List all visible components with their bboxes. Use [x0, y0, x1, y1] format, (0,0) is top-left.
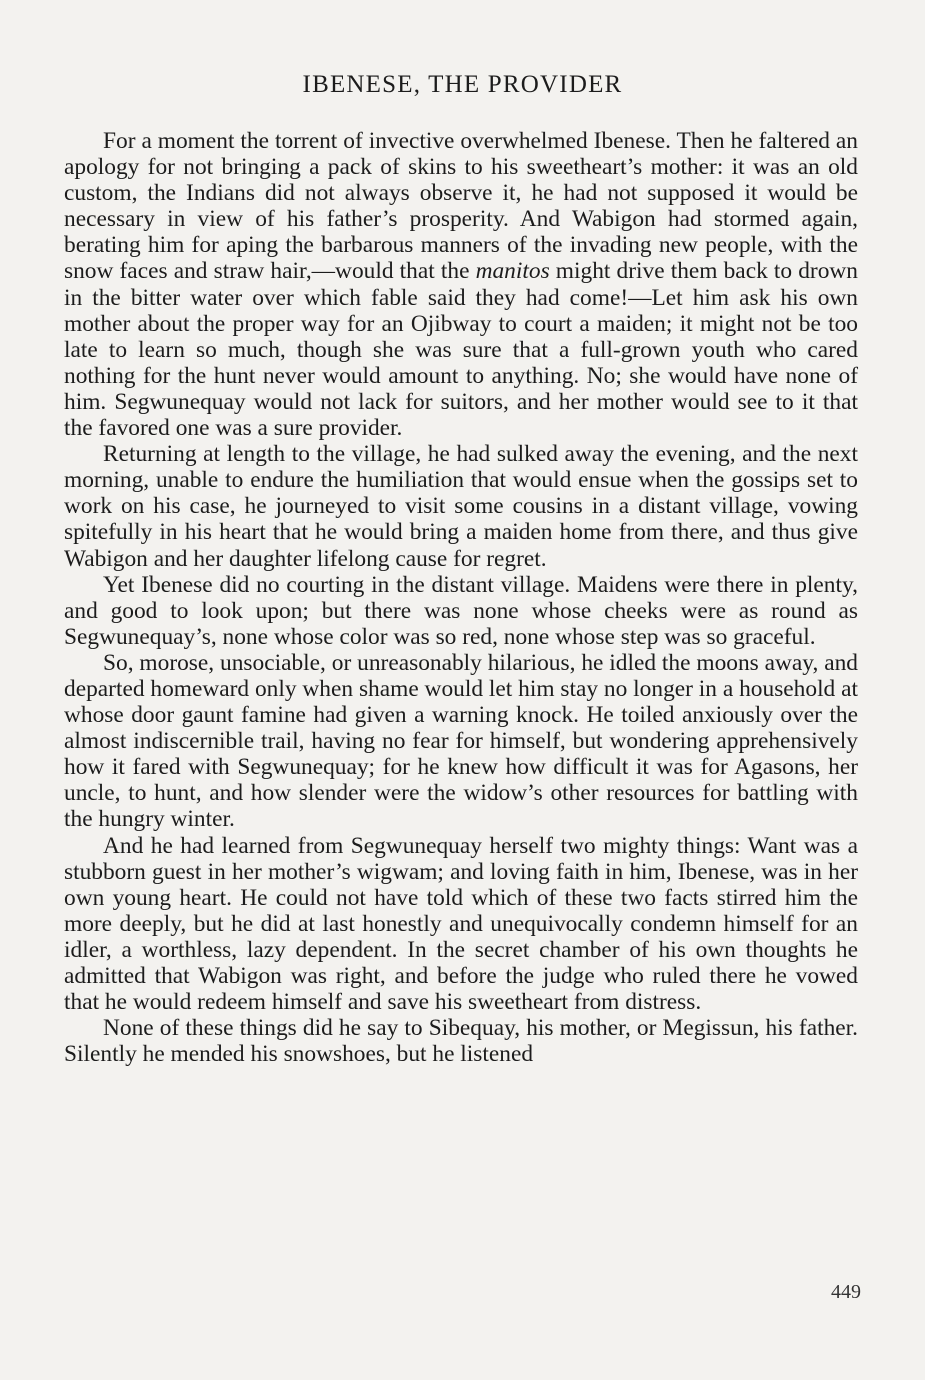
paragraph-1-text-a: For a moment the torrent of invective overwhelmed Ibenese. Then he faltered an apology for not bringing a pack of skins to his sweetheart’s mother: it was an old custom, the Indians did not always observe it, he had not supposed it would be necessary in view of his father’s prosperity. And Wabigon had stormed again, berating him for aping the barbarous manners of the invading new people, with the snow faces and straw hair,—would that the — [64, 128, 858, 285]
body-text — [64, 128, 858, 1067]
paragraph-1-text-b: might drive them back to drown in the bitter water over which fable said they had come!—Let him ask his own mother about the proper way for an Ojibway to court a maiden; it might not be too late to learn so much, though she was sure that a full-grown youth who cared nothing for the hunt never would amount to anything. No; she would have none of him. Segwunequay would not lack for suitors, and her mother would see to it that the favored one was a sure provider. — [64, 258, 858, 442]
paragraph-1-italic-term: manitos — [475, 258, 550, 285]
paragraph-4: So, morose, unsociable, or unreasonably hilarious, he idled the moons away, and departed homeward only when shame would let him stay no longer in a household at whose door gaunt famine had given a warning knock. He toiled anxiously over the almost indiscernible trail, having no fear for himself, but wondering apprehensively how it fared with Segwunequay; for he knew how difficult it was for Agasons, her uncle, to hunt, and how slender were the widow’s other resources for battling with the hungry winter. — [64, 649, 858, 833]
paragraph-5: And he had learned from Segwunequay herself two mighty things: Want was a stubborn guest in her mother’s wigwam; and loving faith in him, Ibenese, was in her own young heart. He could not have told which of these two facts stirred him the more deeply, but he did at last honestly and unequivocally condemn himself for an idler, a worthless, lazy dependent. In the secret chamber of his own thoughts he admitted that Wabigon was right, and before the judge who ruled there he vowed that he would redeem himself and save his sweetheart from distress. — [64, 832, 858, 1016]
running-head: IBENESE, THE PROVIDER — [302, 71, 623, 98]
page-number: 449 — [831, 1281, 861, 1303]
paragraph-3: Yet Ibenese did no courting in the distant village. Maidens were there in plenty, and good to look upon; but there was none whose cheeks were as round as Segwunequay’s, none whose color was so red, none whose step was so graceful. — [64, 571, 858, 650]
paragraph-2: Returning at length to the village, he had sulked away the evening, and the next morning, unable to endure the humiliation that would ensue when the gossips set to work on his case, he journeyed to visit some cousins in a distant village, vowing spitefully in his heart that he would bring a maiden home from there, and thus give Wabigon and her daughter lifelong cause for regret. — [64, 441, 858, 572]
paragraph-6: None of these things did he say to Sibequay, his mother, or Megissun, his father. Silently he mended his snowshoes, but he listened — [64, 1015, 858, 1068]
paragraph-1 — [64, 128, 858, 441]
